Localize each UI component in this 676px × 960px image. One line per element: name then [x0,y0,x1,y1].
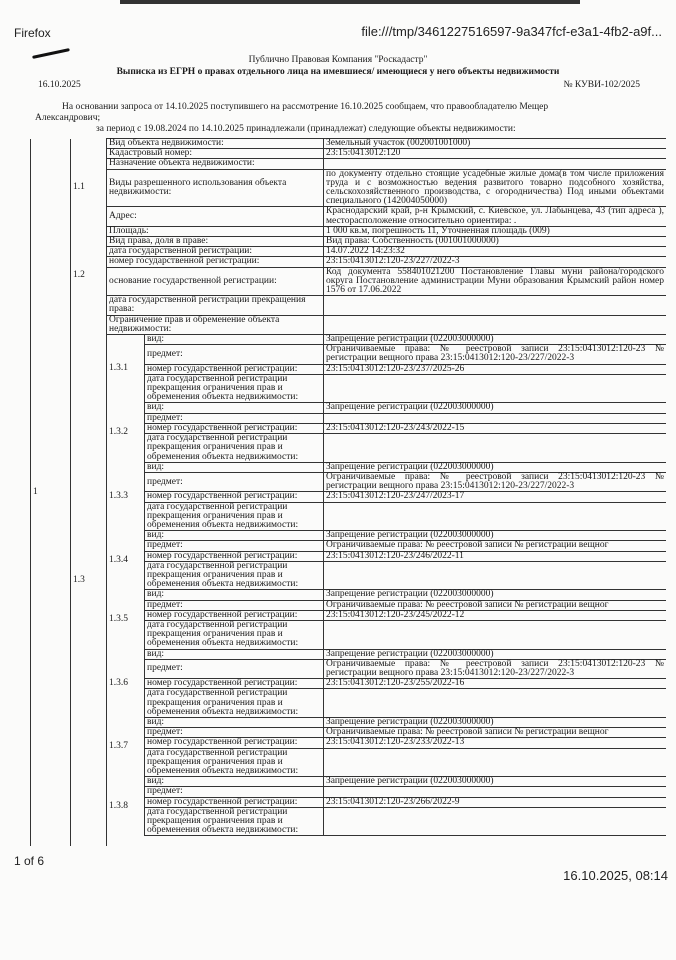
encumbrance-label-nomer: номер государственной регистрации: [145,492,324,502]
encumbrance-label-predmet: предмет: [145,659,324,678]
encumbrance-data [324,807,667,836]
field-label: Виды разрешенного использования объекта недвижимости: [107,169,324,207]
field-value [324,296,667,315]
encumbrance-data [324,748,667,777]
encumbrance-label-data: дата государственной регистрации прекращения ограничения прав и обременения объекта недвижимости: [145,502,324,531]
encumbrance-nomer: 23:15:0413012:120-23/243/2022-15 [324,423,667,433]
encumbrance-number: 1.3.6 [107,649,145,717]
encumbrance-label-nomer: номер государственной регистрации: [145,610,324,620]
field-label: Вид объекта недвижимости: [107,139,324,149]
field-label: Адрес: [107,207,324,226]
field-label: Площадь: [107,226,324,236]
encumbrance-vid: Запрещение регистрации (022003000000) [324,590,667,600]
field-label: номер государственной регистрации: [107,257,324,267]
encumbrance-predmet: Ограничиваемые права: № реестровой записи № регистрации вещног [324,600,667,610]
encumbrance-label-nomer: номер государственной регистрации: [145,797,324,807]
object-index: 1 [31,139,71,847]
encumbrance-data [324,434,667,463]
field-value: 23:15:0413012:120 [324,149,667,159]
encumbrance-label-vid: вид: [145,777,324,787]
encumbrance-number: 1.3.5 [107,590,145,649]
intro-line-2: Александрович; [35,113,101,123]
encumbrance-label-nomer: номер государственной регистрации: [145,423,324,433]
table-row [31,207,667,226]
org-name: Публично Правовая Компания "Роскадастр" [248,55,428,65]
encumbrance-label-vid: вид: [145,590,324,600]
encumbrance-predmet [324,787,667,797]
encumbrance-nomer: 23:15:0413012:120-23/233/2022-13 [324,738,667,748]
encumbrance-label-vid: вид: [145,649,324,659]
field-label: Вид права, доля в праве: [107,237,324,247]
encumbrance-vid: Запрещение регистрации (022003000000) [324,777,667,787]
field-value [324,159,667,169]
encumbrance-label-predmet: предмет: [145,345,324,364]
field-value: Вид права: Собственность (001001000000) [324,237,667,247]
encumbrance-row [31,649,667,659]
encumbrance-vid: Запрещение регистрации (022003000000) [324,403,667,413]
encumbrance-data [324,689,667,718]
encumbrance-label-nomer: номер государственной регистрации: [145,364,324,374]
table-row [31,296,667,315]
field-value: Краснодарский край, р-н Крымский, с. Киевское, ул. Лабынцева, 43 (тип адреса ), месторасположение относительно ориентира: . [324,207,667,226]
property-table [30,138,666,846]
document-title: Выписка из ЕГРН о правах отдельного лица на имевшиеся/ имеющиеся у него объекты недвижимости [116,67,560,77]
encumbrance-nomer: 23:15:0413012:120-23/255/2022-16 [324,679,667,689]
encumbrance-predmet: Ограничиваемые права: № реестровой записи № регистрации вещног [324,541,667,551]
field-value [324,315,667,334]
section-number: 1.1 [71,139,107,237]
encumbrance-label-predmet: предмет: [145,728,324,738]
encumbrance-label-predmet: предмет: [145,600,324,610]
field-value: 1 000 кв.м, погрешность 11, Уточненная площадь (009) [324,226,667,236]
encumbrance-number: 1.3.7 [107,717,145,776]
encumbrance-label-vid: вид: [145,717,324,727]
field-label: Назначение объекта недвижимости: [107,159,324,169]
encumbrance-number: 1.3.8 [107,777,145,836]
encumbrance-data [324,620,667,649]
field-value: Земельный участок (002001001000) [324,139,667,149]
encumbrance-label-predmet: предмет: [145,413,324,423]
table-row [31,159,667,169]
encumbrance-data [324,374,667,403]
encumbrance-predmet: Ограничиваемые права: № реестровой записи 23:15:0413012:120-23 № регистрации вещного права 23:15:0413012:120-23/227/2022-3 [324,659,667,678]
encumbrance-number: 1.3.3 [107,462,145,530]
encumbrance-number: 1.3.4 [107,531,145,590]
table-row [31,315,667,334]
encumbrance-label-nomer: номер государственной регистрации: [145,679,324,689]
field-label: основание государственной регистрации: [107,267,324,296]
field-value: 14.07.2022 14:23:32 [324,247,667,257]
field-value: Код документа 558401021200 Постановление Главы муни района/городского округа Постановление администрации Муни образования Крымский район номер 1576 от 17.06.2022 [324,267,667,296]
browser-app-name: Firefox [14,26,51,40]
encumbrance-row [31,403,667,413]
encumbrance-predmet: Ограничиваемые права: № реестровой записи 23:15:0413012:120-23 № регистрации вещного права 23:15:0413012:120-23/227/2022-3 [324,472,667,491]
encumbrance-row [31,777,667,787]
encumbrance-label-data: дата государственной регистрации прекращения ограничения прав и обременения объекта недвижимости: [145,620,324,649]
print-datetime: 16.10.2025, 08:14 [563,868,668,884]
encumbrance-number: 1.3.2 [107,403,145,462]
encumbrance-label-predmet: предмет: [145,472,324,491]
encumbrance-vid: Запрещение регистрации (022003000000) [324,717,667,727]
encumbrance-nomer: 23:15:0413012:120-23/237/2025-26 [324,364,667,374]
section-number: 1.2 [71,237,107,316]
document-date: 16.10.2025 [38,80,81,90]
intro-line-1: На основании запроса от 14.10.2025 поступившего на рассмотрение 16.10.2025 сообщаем, что правообладателю Мещер [62,102,549,112]
table-row [31,836,667,847]
encumbrance-label-data: дата государственной регистрации прекращения ограничения прав и обременения объекта недвижимости: [145,434,324,463]
document-number: № КУВИ-102/2025 [563,80,640,90]
encumbrance-label-predmet: предмет: [145,541,324,551]
empty-cell [107,836,667,847]
encumbrance-label-data: дата государственной регистрации прекращения ограничения прав и обременения объекта недвижимости: [145,748,324,777]
table-row [31,257,667,267]
encumbrance-label-predmet: предмет: [145,787,324,797]
encumbrance-label-data: дата государственной регистрации прекращения ограничения прав и обременения объекта недвижимости: [145,689,324,718]
field-label: дата государственной регистрации: [107,247,324,257]
encumbrance-label-vid: вид: [145,335,324,345]
encumbrance-vid: Запрещение регистрации (022003000000) [324,531,667,541]
encumbrance-row [31,590,667,600]
table-row [31,226,667,236]
encumbrance-vid: Запрещение регистрации (022003000000) [324,462,667,472]
encumbrance-data [324,502,667,531]
field-value: 23:15:0413012:120-23/227/2022-3 [324,257,667,267]
page-counter: 1 of 6 [14,854,45,869]
encumbrance-row [31,462,667,472]
encumbrance-vid: Запрещение регистрации (022003000000) [324,649,667,659]
table-row [31,169,667,207]
field-label: дата государственной регистрации прекращения права: [107,296,324,315]
encumbrance-nomer: 23:15:0413012:120-23/246/2022-11 [324,551,667,561]
encumbrance-label-data: дата государственной регистрации прекращения ограничения прав и обременения объекта недвижимости: [145,807,324,836]
field-value: по документу отдельно стоящие усадебные жилые дома(в том числе приложения труда и с возможностью ведения развитого товарно подсобного хозяйства, сельскохозяйственного производства, с огородничества) Под иными объектами специального (142004050000) [324,169,667,207]
encumbrance-predmet: Ограничиваемые права: № реестровой записи № регистрации вещног [324,728,667,738]
encumbrance-label-nomer: номер государственной регистрации: [145,551,324,561]
browser-url: file:///tmp/3461227516597-9a347fcf-e3a1-4fb2-a9f... [361,24,662,39]
print-footer [0,852,676,886]
encumbrance-label-data: дата государственной регистрации прекращения ограничения прав и обременения объекта недвижимости: [145,374,324,403]
encumbrance-label-vid: вид: [145,531,324,541]
encumbrance-label-vid: вид: [145,462,324,472]
encumbrance-label-data: дата государственной регистрации прекращения ограничения прав и обременения объекта недвижимости: [145,561,324,590]
intro-period: за период с 19.08.2024 по 14.10.2025 принадлежали (принадлежат) следующие объекты недвижимости: [96,124,516,134]
encumbrance-number: 1.3.1 [107,335,145,403]
encumbrance-vid: Запрещение регистрации (022003000000) [324,335,667,345]
encumbrance-nomer: 23:15:0413012:120-23/247/2023-17 [324,492,667,502]
encumbrance-label-vid: вид: [145,403,324,413]
section-heading: Ограничение прав и обременение объекта недвижимости: [107,315,324,334]
section-number: 1.3 [71,315,107,846]
encumbrance-nomer: 23:15:0413012:120-23/266/2022-9 [324,797,667,807]
encumbrance-predmet: Ограничиваемые права: № реестровой записи 23:15:0413012:120-23 № регистрации вещного права 23:15:0413012:120-23/227/2022-3 [324,345,667,364]
encumbrance-data [324,561,667,590]
encumbrance-label-nomer: номер государственной регистрации: [145,738,324,748]
field-label: Кадастровый номер: [107,149,324,159]
encumbrance-nomer: 23:15:0413012:120-23/245/2022-12 [324,610,667,620]
table-row [31,267,667,296]
encumbrance-predmet [324,413,667,423]
